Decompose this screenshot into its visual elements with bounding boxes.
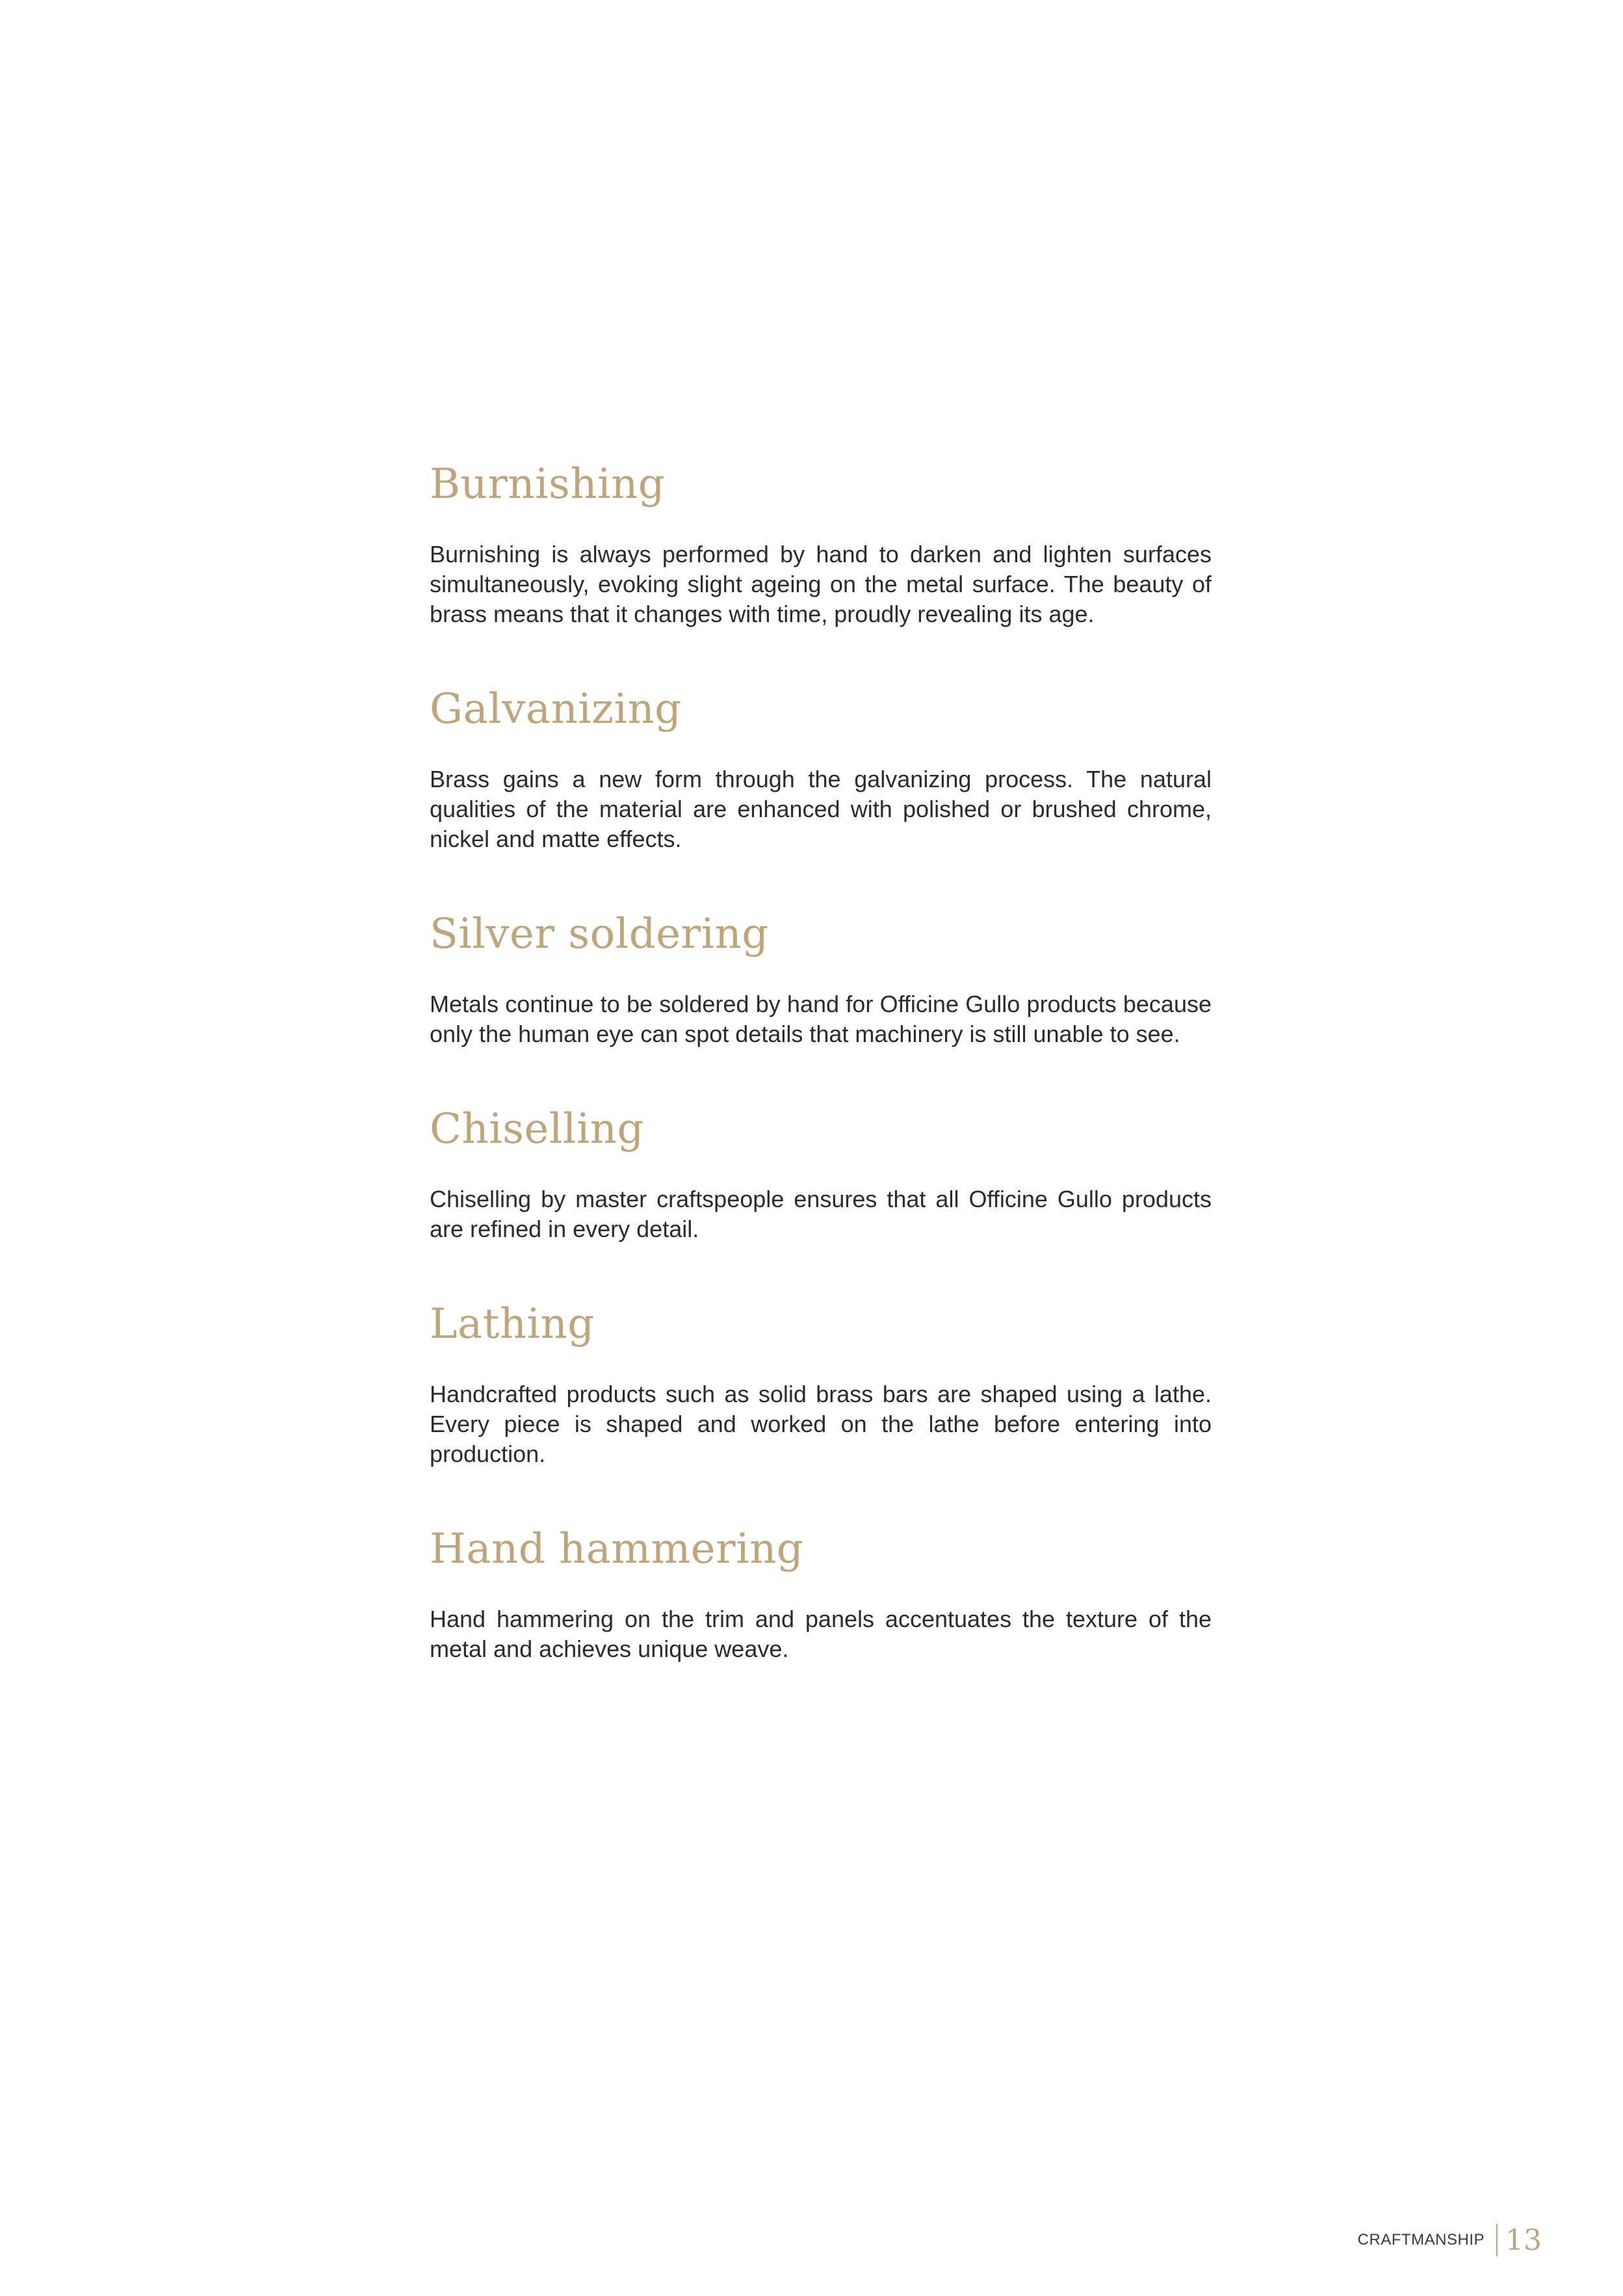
section-heading: Burnishing [430, 460, 666, 508]
section-paragraph: Burnishing is always performed by hand to darken and lighten surfaces simultaneously, evoking slight ageing on the metal surface. The beauty of brass means that it changes with time, proudly revealing its age. [430, 541, 1212, 627]
section-burnishing [430, 455, 1212, 629]
footer-section-label: CRAFTMANSHIP [1357, 2231, 1485, 2249]
section-paragraph: Hand hammering on the trim and panels accentuates the texture of the metal and achieves unique weave. [430, 1606, 1212, 1662]
section-paragraph: Handcrafted products such as solid brass bars are shaped using a lathe. Every piece is shaped and worked on the lathe before entering into production. [430, 1381, 1212, 1467]
page-number: 13 [1505, 2223, 1542, 2257]
section-chiselling [430, 1100, 1212, 1244]
footer-divider [1496, 2224, 1498, 2256]
section-lathing [430, 1295, 1212, 1469]
section-heading: Galvanizing [430, 685, 682, 733]
section-paragraph: Brass gains a new form through the galvanizing process. The natural qualities of the material are enhanced with polished or brushed chrome, nickel and matte effects. [430, 766, 1212, 852]
page-footer [1358, 2221, 1542, 2260]
section-paragraph: Chiselling by master craftspeople ensures that all Officine Gullo products are refined in every detail. [430, 1186, 1212, 1242]
section-galvanizing [430, 680, 1212, 854]
content-column [430, 455, 1212, 1715]
section-hand-hammering [430, 1520, 1212, 1664]
section-heading: Chiselling [430, 1105, 644, 1153]
section-heading: Silver soldering [430, 910, 769, 958]
section-silver-soldering [430, 905, 1212, 1049]
section-paragraph: Metals continue to be soldered by hand for Officine Gullo products because only the human eye can spot details that machinery is still unable to see. [430, 991, 1212, 1047]
section-heading: Hand hammering [430, 1525, 804, 1573]
section-heading: Lathing [430, 1300, 595, 1348]
